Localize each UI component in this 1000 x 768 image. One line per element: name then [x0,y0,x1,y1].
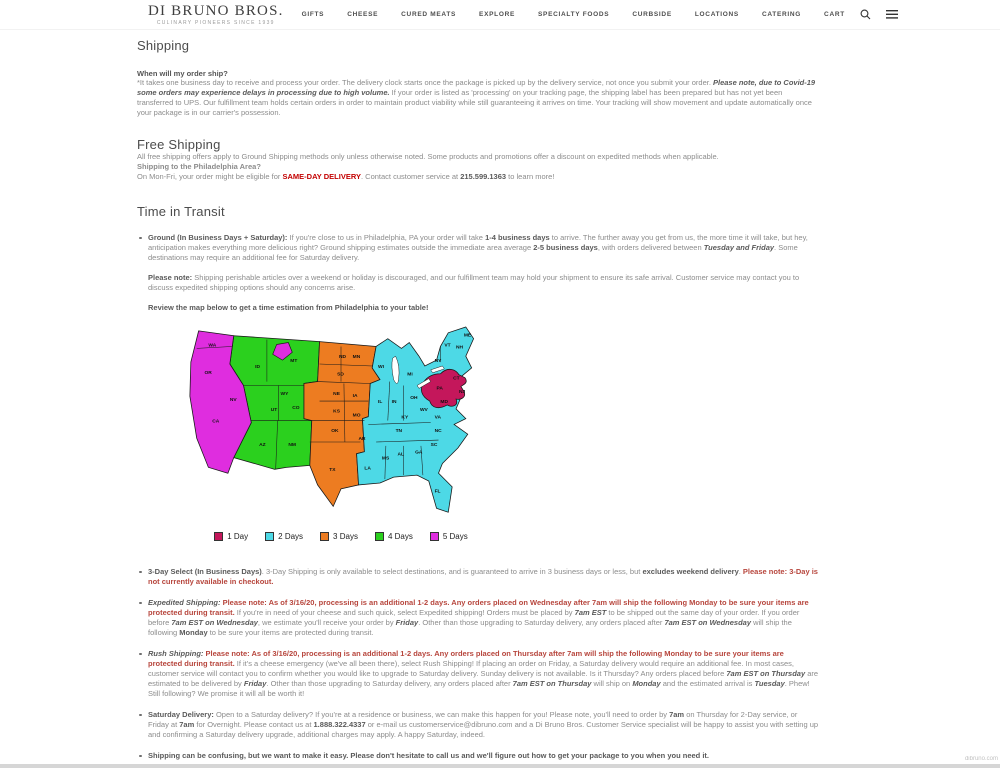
state-label-KY: KY [401,415,409,421]
state-label-UT: UT [270,407,278,413]
transit-list [137,233,819,761]
philly-line: On Mon-Fri, your order might be eligible for SAME-DAY DELIVERY. Contact customer service at 215.599.1363 to learn more! [137,172,555,181]
state-label-NC: NC [434,429,442,435]
ground-text: Ground (In Business Days + Saturday): If you're close to us in Philadelphia, PA your order will take 1-4 business days to arrive. The further away you get from us, the more time it will take, but hey, anticipation makes everything more delicious right? Ground shipping estimates outside the immediate area average 2-5 business days, with orders delivered between Tuesday and Friday. Some destinations may require an additional fee for Saturday delivery. [148,233,808,262]
logo-tagline: CULINARY PIONEERS SINCE 1939 [156,19,275,26]
state-label-OK: OK [331,429,339,435]
us-transit-map [185,323,497,541]
state-label-PA: PA [436,386,443,392]
state-label-NM: NM [288,442,296,448]
state-label-OH: OH [410,396,418,402]
state-label-VT: VT [444,343,451,349]
list-item-saturday [137,710,819,740]
saturday-text: Saturday Delivery: Open to a Saturday delivery? If you're at a residence or business, we can make this happen for you! Please note, you'll need to order by 7am on Thursday for 2-Day service, or Friday at 7am for Overnight. Please contact us at 1.888.322.4337 or e-mail us customerservice@dibruno.com and a Di Bruno Bros. Customer Service specialist will be happy to assist you with setting up and confirming a Saturday delivery upgrade, additional charges may apply. A happy Saturday, indeed. [148,710,819,739]
state-label-MN: MN [352,355,361,361]
state-label-KS: KS [333,409,340,415]
state-label-ME: ME [463,333,472,339]
us-map-svg [185,323,497,523]
state-label-WY: WY [280,392,289,398]
state-label-ID: ID [255,364,261,370]
state-label-NY: NY [434,359,442,365]
state-label-NE: NE [333,392,340,398]
list-item-rush [137,649,819,699]
page-content [137,30,819,761]
legend-item-1-day: 1 Day [214,532,248,541]
state-label-TN: TN [395,429,403,435]
horizontal-scrollbar[interactable] [0,764,1000,768]
state-label-TX: TX [329,468,336,474]
status-url-hint: dibruno.com [964,756,998,762]
page-title: Shipping [137,38,190,53]
nav-gifts[interactable]: GIFTS [301,11,325,18]
state-label-AL: AL [397,452,405,458]
state-label-NJ: NJ [458,390,466,396]
expedited-text: Expedited Shipping: Please note: As of 3/16/20, processing is an additional 1-2 days. Any orders placed on Wednesday after 7am will ship the following Monday to be sure your items are protected during transit. If you're in need of your cheese and such quick, select Expedited shipping! Orders must be placed by 7am EST to be shipped out the same day of your order. If you order before 7am EST on Wednesday, we estimate you'll receive your order by Friday. Other than those upgrading to Saturday delivery, any orders placed after 7am EST on Wednesday will ship the following Monday to be sure your items are protected during transit. [148,598,809,637]
state-label-NV: NV [229,398,237,404]
legend-swatch-2-days [265,532,274,541]
legend-item-3-days: 3 Days [320,532,358,541]
state-label-AR: AR [358,437,366,443]
state-label-ND: ND [339,355,347,361]
state-label-FL: FL [434,489,441,495]
final-text: Shipping can be confusing, but we want to make it easy. Please don't hesitate to call us and we'll figure out how to get your package to you when you need it. [148,751,710,760]
nav-cured-meats[interactable]: CURED MEATS [401,11,457,18]
list-item-3-day-select [137,567,819,587]
nav-cart[interactable]: CART [824,11,845,18]
review-map-line: Review the map below to get a time estimation from Philadelphia to your table! [148,303,429,312]
state-label-MI: MI [407,372,413,378]
nav-catering[interactable]: CATERING [761,11,802,18]
nav-explore[interactable]: EXPLORE [479,11,516,18]
state-label-NH: NH [456,345,464,351]
state-label-IL: IL [378,400,383,406]
state-label-SD: SD [337,372,344,378]
legend-swatch-3-days [320,532,329,541]
legend-swatch-4-days [375,532,384,541]
list-item-ground [137,233,819,541]
state-label-WA: WA [208,343,217,349]
main-nav [302,11,845,18]
legend-item-2-days: 2 Days [265,532,303,541]
legend-item-5-days: 5 Days [430,532,468,541]
search-icon[interactable] [860,9,871,20]
state-label-MO: MO [352,413,361,419]
free-shipping-paragraph: All free shipping offers apply to Ground Shipping methods only unless otherwise noted. Some products and promotions offer a discount on expedited methods when applicable. [137,152,719,161]
3-day-select-text: 3-Day Select (In Business Days). 3-Day Shipping is only available to select destinations, and is guaranteed to arrive in 3 business days or less, but excludes weekend delivery. Please note: 3-Day is not currently available in checkout. [148,567,818,586]
ground-note: Please note: Shipping perishable articles over a weekend or holiday is discouraged, and our fulfillment team may hold your shipment to ensure its safe arrival. Customer service may contact you to discuss expedited shipping options should any concerns arise. [148,273,800,292]
menu-icon[interactable] [886,10,898,19]
question-when-ship: When will my order ship? [137,69,228,78]
nav-cheese[interactable]: CHEESE [347,11,379,18]
state-label-CT: CT [453,376,460,382]
intro-paragraph: *It takes one business day to receive and process your order. The delivery clock starts once the package is picked up by the delivery service, not once you submit your order. Please note, due to Covid-19 some orders may experience delays in processing due to high volume. If your order is listed as 'processing' on your tracking page, the shipping label has been prepared but has not yet been transferred to UPS. Our fulfillment team holds certain orders in order to maintain product viability while still guaranteeing it arrives on time. Your tracking will show movement and update automatically once your package is in our carrier's possession. [137,78,816,117]
nav-curbside[interactable]: CURBSIDE [632,11,672,18]
state-label-CO: CO [292,405,300,411]
nav-locations[interactable]: LOCATIONS [694,11,739,18]
state-label-MT: MT [290,359,298,365]
state-label-WV: WV [419,407,428,413]
time-in-transit-heading: Time in Transit [137,204,225,219]
rush-text: Rush Shipping: Please note: As of 3/16/20, processing is an additional 1-2 days. Any orders placed on Thursday after 7am will ship the following Monday to be sure your items are protected during transit. If it's a cheese emergency (we've all been there), select Rush Shipping! If placing an order on Friday, a Saturday delivery would require an additional fee. In most cases, customer service will contact you to confirm whether you would like to upgrade to Saturday delivery. Sunday delivery is not available. Is it Thursday? Any orders placed before 7am EST on Thursday are estimated to be delivered by Friday. Other than those upgrading to Saturday delivery, any orders placed after 7am EST on Thursday will ship on Monday and the estimated arrival is Tuesday. Phew! Still following? We promise it will all be worth it! [148,649,819,698]
state-label-SC: SC [430,442,438,448]
state-label-GA: GA [415,450,423,456]
state-label-VA: VA [434,415,441,421]
site-header [0,0,1000,30]
site-logo[interactable] [148,4,284,26]
list-item-expedited [137,598,819,638]
state-label-OR: OR [204,370,212,376]
state-label-CA: CA [212,419,220,425]
philly-question: Shipping to the Philadelphia Area? [137,162,261,171]
state-label-IN: IN [391,400,397,406]
state-label-AZ: AZ [259,442,266,448]
legend-swatch-5-days [430,532,439,541]
free-shipping-heading: Free Shipping [137,137,221,152]
list-item-final [137,751,819,761]
nav-specialty-foods[interactable]: SPECIALTY FOODS [538,11,610,18]
legend-swatch-1-day [214,532,223,541]
state-label-MD: MD [440,400,449,406]
logo-title: DI BRUNO BROS. [148,2,284,19]
map-legend [185,532,497,541]
state-label-LA: LA [364,466,371,472]
state-label-IA: IA [352,394,358,400]
state-label-WI: WI [378,364,384,370]
legend-item-4-days: 4 Days [375,532,413,541]
state-label-MS: MS [381,456,390,462]
